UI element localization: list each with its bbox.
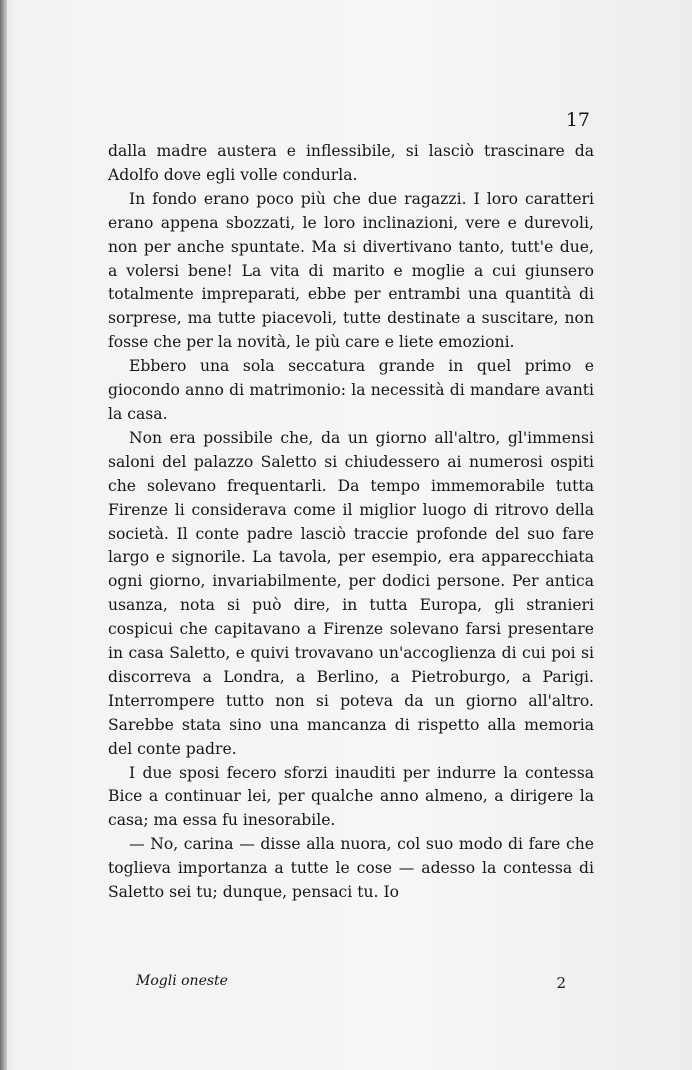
footer-signature: Mogli oneste bbox=[136, 973, 228, 989]
paragraph-5: I due sposi fecero sforzi inauditi per indurre la contessa Bice a continuar lei, per qualche anno almeno, a dirigere la casa; ma essa fu inesorabile. bbox=[108, 763, 594, 830]
page-number: 17 bbox=[565, 109, 590, 131]
page-spine-shadow bbox=[0, 0, 7, 1070]
paragraph-4: Non era possibile che, da un giorno all'altro, gl'immensi saloni del palazzo Saletto si chiudessero ai numerosi ospiti che solevano frequentarli. Da tempo immemorabile tutta Firenze li considerava come il miglior luogo di ritrovo della società. Il conte padre lasciò traccie profonde del suo fare largo e signorile. La tavola, per esempio, era apparecchiata ogni giorno, invariabilmente, per dodici persone. Per antica usanza, nota si può dire, in tutta Europa, gli stranieri cospicui che capitavano a Firenze solevano farsi presentare in casa Saletto, e quivi trovavano un'accoglienza di cui poi si discorreva a Londra, a Berlino, a Pietroburgo, a Parigi. Interrompere tutto non si poteva da un giorno all'altro. Sarebbe stata sino una mancanza di rispetto alla memoria del conte padre. bbox=[108, 428, 594, 758]
paragraph-3: Ebbero una sola seccatura grande in quel primo e giocondo anno di matrimonio: la necessità di mandare avanti la casa. bbox=[108, 357, 594, 423]
page-footer bbox=[136, 970, 566, 994]
paragraph-2: In fondo erano poco più che due ragazzi. I loro caratteri erano appena sbozzati, le loro inclinazioni, vere e durevoli, non per anche spuntate. Ma si divertivano tanto, tutt'e due, a volersi bene! La vita di marito e moglie a cui giunsero totalmente impreparati, ebbe per entrambi una quantità di sorprese, ma tutte piacevoli, tutte destinate a suscitare, non fosse che per la novità, le più care e liete emozioni. bbox=[108, 189, 594, 352]
paragraph-6: — No, carina — disse alla nuora, col suo modo di fare che toglieva importanza a tutte le cose — adesso la contessa di Saletto sei tu; dunque, pensaci tu. Io bbox=[108, 835, 594, 902]
sheet-number: 2 bbox=[556, 974, 566, 992]
paragraph-1: dalla madre austera e inflessibile, si lasciò trascinare da Adolfo dove egli volle condurla. bbox=[108, 142, 594, 184]
body-text bbox=[108, 140, 594, 905]
